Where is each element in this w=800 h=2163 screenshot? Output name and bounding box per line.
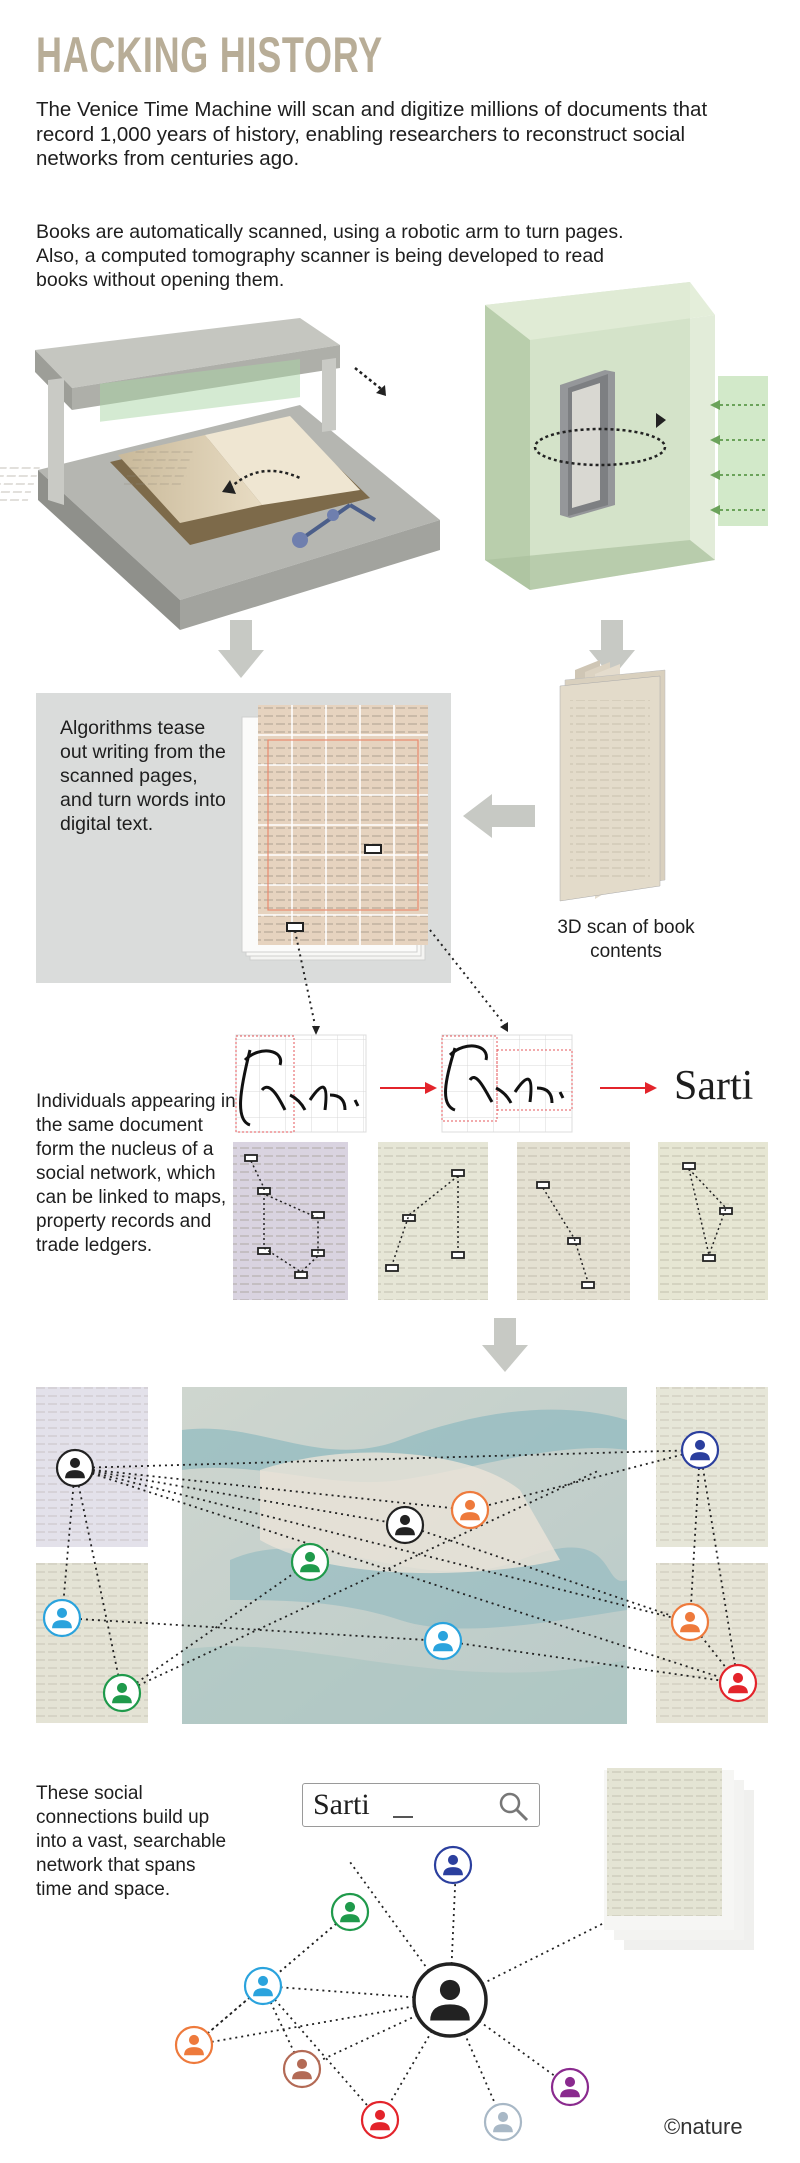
person-icon xyxy=(485,2104,521,2140)
scan3d-caption: 3D scan of book contents xyxy=(557,917,695,962)
person-icon xyxy=(284,2051,320,2087)
search-icon[interactable] xyxy=(497,1790,531,1824)
page-title: HACKING HISTORY xyxy=(36,27,383,83)
person-icon xyxy=(332,1894,368,1930)
intro-text: The Venice Time Machine will scan and digitize millions of documents that record 1,000 years of history, enabling researchers to reconstruct social networks from centuries ago. xyxy=(36,98,708,170)
person-icon xyxy=(552,2069,588,2105)
person-icon xyxy=(425,1623,461,1659)
person-icon xyxy=(682,1432,718,1468)
person-icon xyxy=(57,1450,93,1486)
step1-caption: Books are automatically scanned, using a robotic arm to turn pages. Also, a computed tomography scanner is being developed to read books without opening them. xyxy=(36,221,624,291)
step2-caption: Algorithms tease out writing from the scanned pages, and turn words into digital text. xyxy=(60,717,226,835)
person-icon xyxy=(435,1847,471,1883)
nature-credit: ©nature xyxy=(664,2114,743,2139)
person-icon xyxy=(452,1492,488,1528)
person-icon xyxy=(672,1604,708,1640)
person-icon xyxy=(387,1507,423,1543)
person-icon xyxy=(245,1968,281,2004)
person-icon xyxy=(362,2102,398,2138)
person-icon xyxy=(292,1544,328,1580)
person-icon xyxy=(44,1600,80,1636)
search-box[interactable] xyxy=(302,1783,540,1827)
person-icon xyxy=(414,1964,486,2036)
person-icon xyxy=(104,1675,140,1711)
search-input[interactable]: Sarti xyxy=(313,1788,370,1821)
text-cursor xyxy=(393,1816,413,1818)
person-icon xyxy=(720,1665,756,1701)
step3-caption: Individuals appearing in the same document form the nucleus of a social network, which can be linked to maps, property records and trade ledgers. xyxy=(36,1091,236,1256)
digital-text-result: Sarti xyxy=(674,1063,754,1109)
person-icon xyxy=(176,2027,212,2063)
step4-caption: These social connections build up into a vast, searchable network that spans time and space. xyxy=(36,1783,227,1900)
